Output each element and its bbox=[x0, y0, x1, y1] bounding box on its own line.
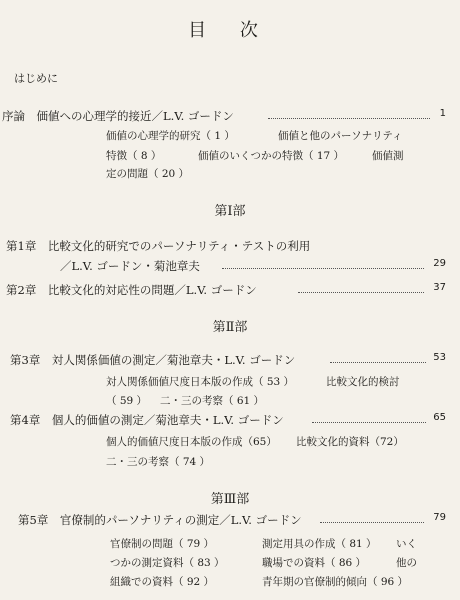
sub-entry: 価値と他のパーソナリティ bbox=[278, 130, 403, 142]
sub-entry: 価値のいくつかの特徴（ 17 ） bbox=[198, 150, 345, 162]
sub-entry: 他の bbox=[396, 557, 417, 569]
sub-entry: 官僚制の問題（ 79 ） bbox=[110, 538, 215, 550]
entry-label: 序論 価値への心理学的接近／L.V. ゴードン bbox=[2, 109, 234, 123]
sub-entry: つかの測定資料（ 83 ） bbox=[110, 557, 225, 569]
page-title: 目 次 bbox=[188, 20, 272, 41]
sub-entry: 比較文化的資料（72） bbox=[296, 436, 404, 448]
leader-dots bbox=[312, 422, 426, 423]
entry-page: 37 bbox=[433, 282, 446, 293]
sub-entry: 価値測 bbox=[372, 150, 404, 162]
sub-entry: 組織での資料（ 92 ） bbox=[110, 576, 215, 588]
toc-entry-ch4 bbox=[0, 412, 460, 428]
toc-entry-ch3 bbox=[0, 352, 460, 368]
intro-entry: はじめに bbox=[14, 72, 58, 85]
entry-label: 第1章 比較文化的研究でのパーソナリティ・テストの利用 bbox=[6, 239, 311, 253]
entry-label: 第4章 個人的価値の測定／菊池章夫・L.V. ゴードン bbox=[10, 413, 284, 427]
sub-entry: 二・三の考察（ 74 ） bbox=[106, 456, 211, 468]
leader-dots bbox=[330, 362, 426, 363]
part-heading-3: 第Ⅲ部 bbox=[210, 492, 250, 507]
entry-page: 53 bbox=[433, 352, 446, 363]
sub-entry: 価値の心理学的研究（ 1 ） bbox=[106, 130, 235, 142]
entry-page: 65 bbox=[433, 412, 446, 423]
entry-label: 第5章 官僚制的パーソナリティの測定／L.V. ゴードン bbox=[18, 513, 302, 527]
leader-dots bbox=[320, 522, 424, 523]
sub-entry: 比較文化的検討 bbox=[326, 376, 400, 388]
leader-dots bbox=[222, 268, 424, 269]
part-heading-2: 第Ⅱ部 bbox=[212, 320, 248, 335]
sub-entry: 個人的価値尺度日本版の作成（65） bbox=[106, 436, 277, 448]
entry-page: 29 bbox=[433, 258, 446, 269]
toc-entry-ch1-cont bbox=[0, 258, 460, 274]
sub-entry: いく bbox=[396, 538, 417, 550]
entry-label: 第2章 比較文化的対応性の問題／L.V. ゴードン bbox=[6, 283, 257, 297]
leader-dots bbox=[268, 118, 430, 119]
sub-entry: （ 59 ） bbox=[106, 395, 148, 407]
sub-entry: 定の問題（ 20 ） bbox=[106, 168, 190, 180]
toc-entry-ch5 bbox=[0, 512, 460, 528]
sub-entry: 対人関係価値尺度日本版の作成（ 53 ） bbox=[106, 376, 295, 388]
toc-entry-ch2 bbox=[0, 282, 460, 298]
leader-dots bbox=[298, 292, 424, 293]
part-heading-1: 第Ⅰ部 bbox=[214, 204, 246, 219]
entry-page: 79 bbox=[433, 512, 446, 523]
sub-entry: 測定用具の作成（ 81 ） bbox=[262, 538, 377, 550]
entry-authors: ／L.V. ゴードン・菊池章夫 bbox=[60, 259, 200, 273]
entry-page: 1 bbox=[439, 108, 446, 119]
sub-entry: 特徴（ 8 ） bbox=[106, 150, 162, 162]
sub-entry: 職場での資料（ 86 ） bbox=[262, 557, 367, 569]
entry-label: 第3章 対人関係価値の測定／菊池章夫・L.V. ゴードン bbox=[10, 353, 296, 367]
toc-entry-prologue bbox=[0, 108, 460, 124]
sub-entry: 二・三の考察（ 61 ） bbox=[160, 395, 265, 407]
toc-entry-ch1 bbox=[0, 238, 460, 254]
sub-entry: 青年期の官僚制的傾向（ 96 ） bbox=[262, 576, 409, 588]
